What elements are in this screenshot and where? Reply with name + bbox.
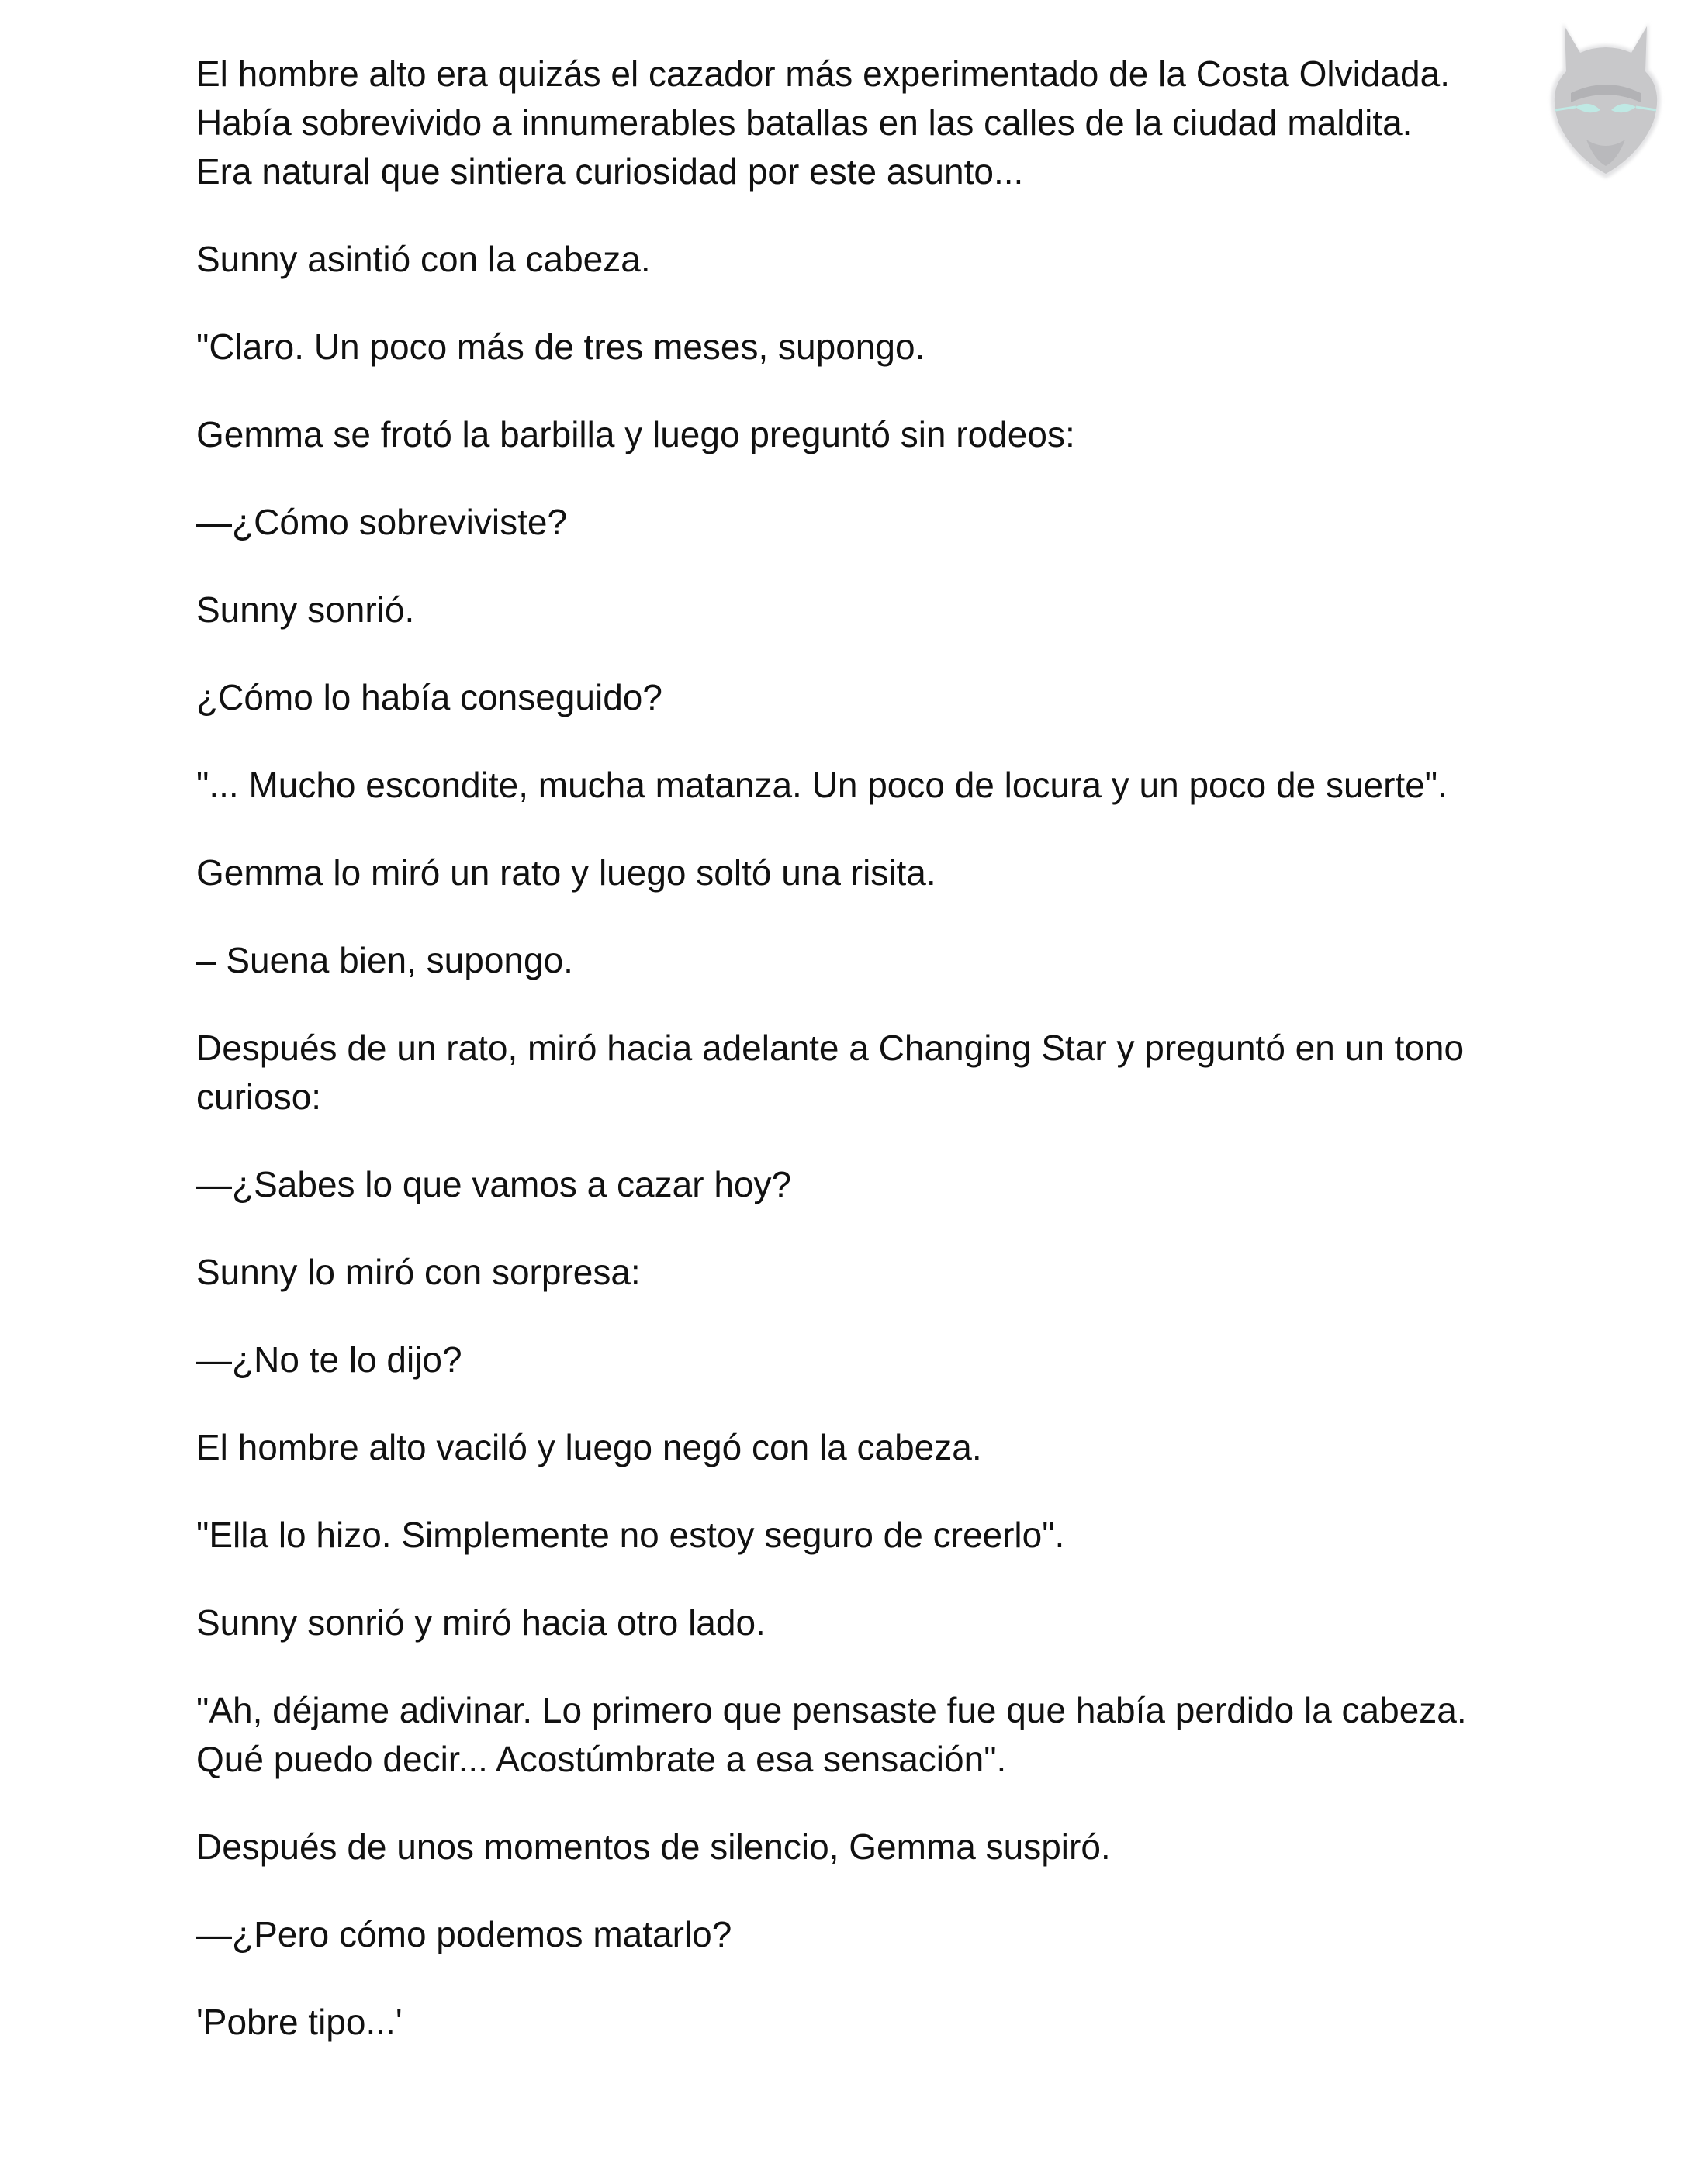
paragraph: El hombre alto vaciló y luego negó con la cabeza. — [196, 1427, 982, 1467]
paragraph: Gemma se frotó la barbilla y luego preguntó sin rodeos: — [196, 414, 1075, 454]
paragraph: Sunny sonrió. — [196, 589, 415, 630]
demon-head-icon — [1532, 16, 1679, 186]
paragraph: "Claro. Un poco más de tres meses, supongo. — [196, 327, 925, 367]
paragraph: —¿Sabes lo que vamos a cazar hoy? — [196, 1164, 792, 1204]
paragraph: Sunny lo miró con sorpresa: — [196, 1252, 641, 1292]
paragraph: Gemma lo miró un rato y luego soltó una risita. — [196, 852, 936, 893]
paragraph: ¿Cómo lo había conseguido? — [196, 677, 662, 717]
paragraph: Después de un rato, miró hacia adelante a Changing Star y preguntó en un tono curioso: — [196, 1028, 1465, 1117]
paragraph: 'Pobre tipo...' — [196, 2002, 403, 2042]
paragraph: "Ah, déjame adivinar. Lo primero que pensaste fue que había perdido la cabeza. Qué puedo decir... Acostúmbrate a esa sensación". — [196, 1690, 1467, 1779]
paragraph: "... Mucho escondite, mucha matanza. Un poco de locura y un poco de suerte". — [196, 765, 1448, 805]
document-body — [196, 50, 1468, 2086]
paragraph: "Ella lo hizo. Simplemente no estoy seguro de creerlo". — [196, 1515, 1065, 1555]
paragraph: —¿Pero cómo podemos matarlo? — [196, 1914, 732, 1954]
paragraph: —¿Cómo sobreviviste? — [196, 502, 568, 542]
paragraph: Sunny asintió con la cabeza. — [196, 239, 651, 279]
paragraph: – Suena bien, supongo. — [196, 940, 573, 980]
paragraph: Después de unos momentos de silencio, Gemma suspiró. — [196, 1826, 1111, 1867]
paragraph: El hombre alto era quizás el cazador más experimentado de la Costa Olvidada. Había sobrevivido a innumerables batallas en las calles de la ciudad maldita. Era natural que sintiera curiosidad por este asunto... — [196, 54, 1450, 192]
paragraph: Sunny sonrió y miró hacia otro lado. — [196, 1602, 766, 1643]
paragraph: —¿No te lo dijo? — [196, 1339, 462, 1380]
